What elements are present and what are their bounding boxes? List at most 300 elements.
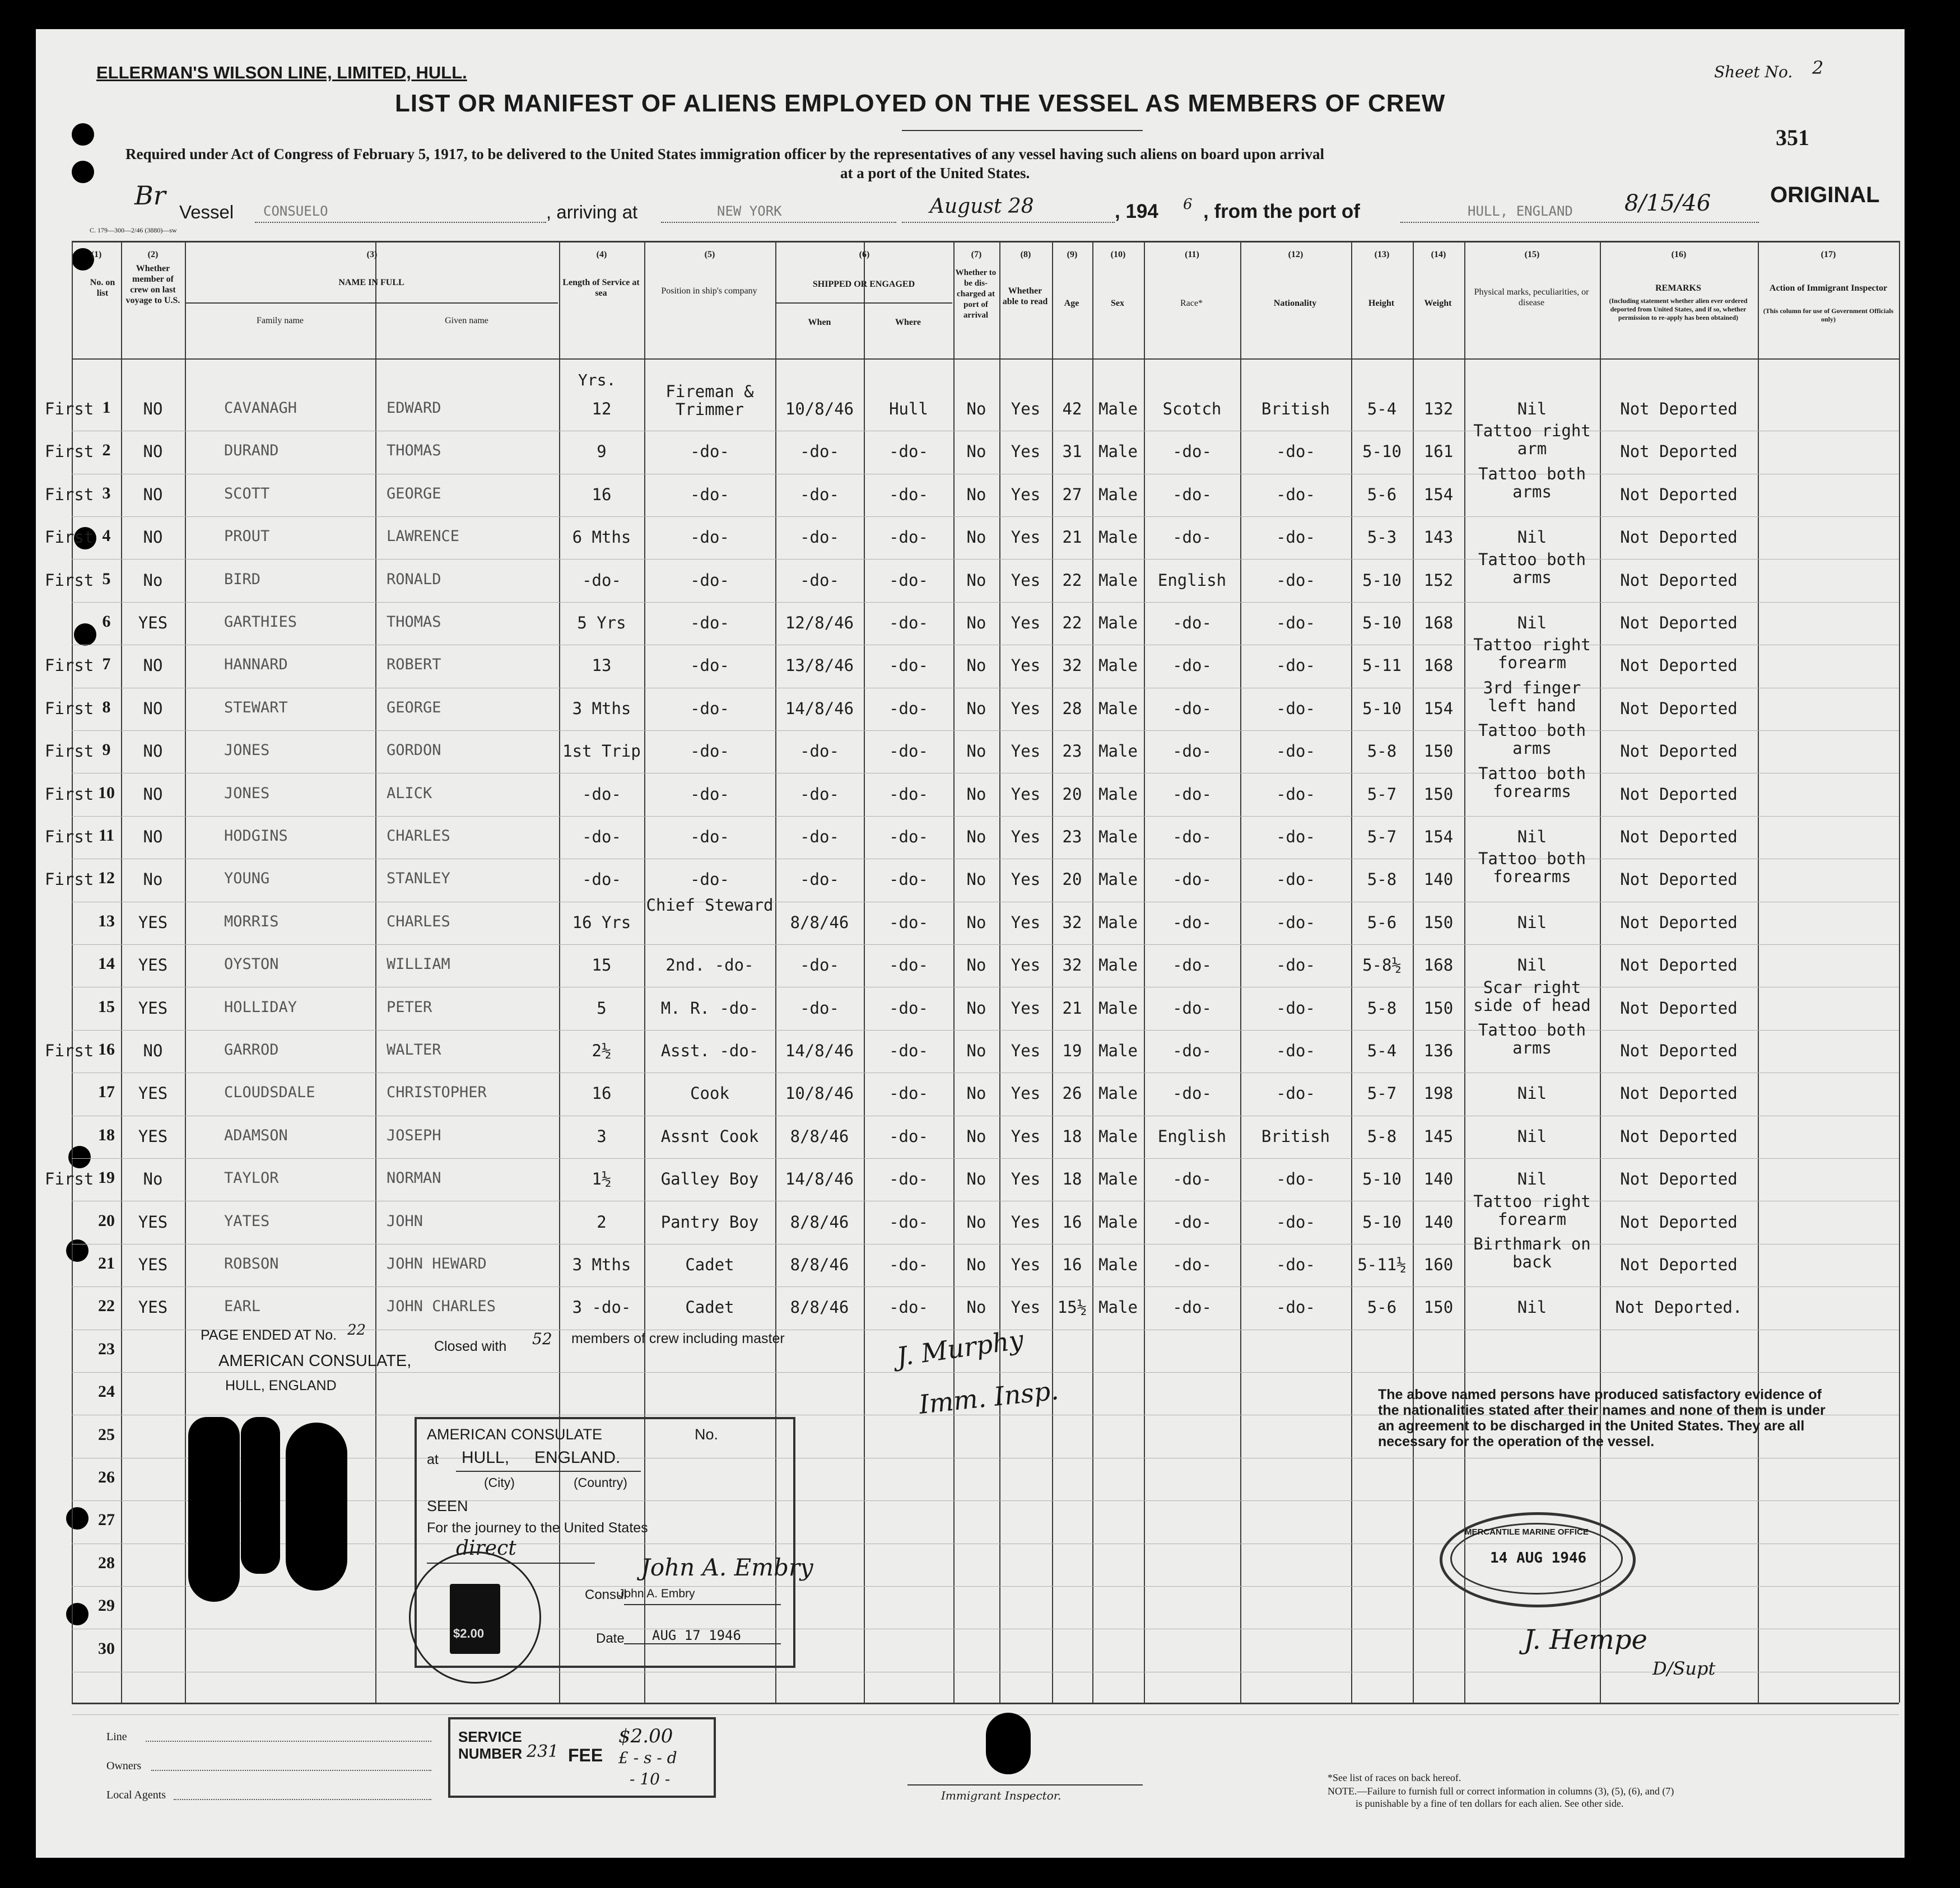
cell-length-service: 16 Yrs [572, 913, 631, 932]
arrival-date: August 28 [930, 195, 1034, 218]
cell-family-name: GARROD [224, 1041, 279, 1059]
cell-shipped-when: -do- [800, 571, 839, 590]
cell-height: 5-8 [1367, 742, 1397, 761]
column-rule [375, 241, 376, 1703]
row-rule [72, 730, 1899, 731]
cell-age: 20 [1062, 870, 1082, 889]
cell-given-name: NORMAN [387, 1169, 441, 1187]
punch-hole [66, 1603, 89, 1625]
cell-remarks: Not Deported [1620, 399, 1738, 418]
cell-physical-marks: 3rd finger left hand [1483, 678, 1581, 715]
cell-length-service: 5 Yrs [577, 613, 626, 632]
service-number-label: SERVICE NUMBER [458, 1728, 523, 1762]
cell-member-last-voyage: NO [143, 528, 163, 547]
cell-height: 5-8 [1367, 1127, 1397, 1146]
row-rule [72, 816, 1899, 817]
cell-height: 5-8 [1367, 999, 1397, 1018]
cell-shipped-when: -do- [800, 742, 839, 761]
row-number: 29 [98, 1596, 115, 1615]
cell-race: -do- [1172, 1041, 1212, 1060]
cell-nationality: -do- [1276, 485, 1315, 504]
fee-stamp-value: $2.00 [453, 1626, 485, 1640]
line-underline [146, 1741, 431, 1742]
cell-age: 42 [1062, 399, 1082, 418]
nationality-statement: The above named persons have produced satisfactory evidence of the nationalities stated after their names and none of them is under an agreement to be discharged in the United States. They are all necessary for the operation of the vessel. [1378, 1387, 1826, 1449]
cell-shipped-when: -do- [800, 999, 839, 1018]
stamp-country-label: (Country) [574, 1475, 627, 1490]
cell-height: 5-10 [1362, 613, 1402, 632]
inspector-title: Imm. Insp. [917, 1375, 1060, 1420]
cell-race: -do- [1172, 870, 1212, 889]
required-line-1: Required under Act of Congress of February 5, 1917, to be delivered to the United States immigration officer by the representatives of any vessel having such aliens on board upon arrival [125, 146, 1324, 162]
cell-length-service: 2½ [592, 1041, 612, 1060]
cell-length-service: 6 Mths [572, 528, 631, 547]
cell-age: 23 [1062, 827, 1082, 846]
cell-discharged: No [966, 399, 986, 418]
cell-physical-marks: Tattoo both arms [1478, 464, 1586, 501]
row-number: 14 [98, 954, 115, 973]
row-rule [72, 944, 1899, 945]
cell-able-to-read: Yes [1011, 955, 1041, 975]
cell-shipped-where: -do- [889, 1169, 928, 1188]
cell-height: 5-8½ [1362, 955, 1402, 975]
cell-shipped-when: 14/8/46 [785, 1041, 854, 1060]
header-given-name: Given name [445, 316, 488, 325]
cell-given-name: WALTER [387, 1041, 441, 1059]
header-action-sub: (This column for use of Government Officials only) [1763, 307, 1894, 323]
owners-underline [151, 1770, 431, 1771]
cell-position: -do- [690, 656, 729, 675]
header-race: Race* [1180, 299, 1203, 308]
name-subheader-rule [185, 302, 558, 304]
cell-sex: Male [1098, 870, 1138, 889]
cell-race: -do- [1172, 1213, 1212, 1232]
cell-age: 19 [1062, 1041, 1082, 1060]
stamp-date-rule [624, 1643, 781, 1644]
cell-shipped-when: 12/8/46 [785, 613, 854, 632]
column-number: (16) [1671, 250, 1687, 259]
cell-race: -do- [1172, 827, 1212, 846]
cell-able-to-read: Yes [1011, 1169, 1041, 1188]
cell-physical-marks: Nil [1517, 613, 1547, 632]
cell-position: Fireman & Trimmer [665, 382, 754, 419]
cell-weight: 198 [1423, 1084, 1454, 1103]
header-shipped: SHIPPED OR ENGAGED [812, 279, 915, 289]
cell-race: Scotch [1162, 399, 1222, 418]
cell-given-name: JOHN CHARLES [387, 1298, 496, 1315]
row-rule [72, 1714, 1899, 1715]
cell-length-service: -do- [582, 571, 621, 590]
cell-height: 5-10 [1362, 1213, 1402, 1232]
cell-race: -do- [1172, 742, 1212, 761]
cell-sex: Male [1098, 785, 1138, 804]
fee-pence: - 10 - [630, 1770, 671, 1788]
owners-label: Owners [106, 1760, 142, 1772]
row-rule [72, 1372, 1899, 1373]
cell-length-service: 1½ [592, 1169, 612, 1188]
cell-age: 32 [1062, 913, 1082, 932]
cell-given-name: EDWARD [387, 399, 441, 417]
cell-family-name: PROUT [224, 528, 270, 545]
cell-height: 5-4 [1367, 399, 1397, 418]
row-number: 21 [98, 1254, 115, 1272]
cell-nationality: -do- [1276, 1213, 1315, 1232]
cell-able-to-read: Yes [1011, 1298, 1041, 1317]
first-voyage-mark: First [45, 1169, 94, 1188]
cell-age: 16 [1062, 1213, 1082, 1232]
superintendent-signature: J. Hempe [1524, 1624, 1647, 1656]
header-length-service: Length of Service at sea [562, 278, 640, 298]
cell-remarks: Not Deported [1620, 699, 1738, 718]
cell-able-to-read: Yes [1011, 528, 1041, 547]
row-rule [72, 1030, 1899, 1031]
cell-position: -do- [690, 742, 729, 761]
cell-family-name: HODGINS [224, 827, 288, 845]
cell-member-last-voyage: NO [143, 399, 163, 418]
cell-age: 32 [1062, 955, 1082, 975]
header-remarks-sub: (Including statement whether alien ever ordered deported from United States, and if so, whether permission to re-apply has been obtained) [1609, 297, 1748, 321]
cell-position: -do- [690, 870, 729, 889]
cell-shipped-where: -do- [889, 571, 928, 590]
cell-remarks: Not Deported [1620, 442, 1738, 461]
cell-member-last-voyage: YES [138, 1213, 168, 1232]
from-date: 8/15/46 [1624, 190, 1711, 216]
cell-weight: 154 [1423, 699, 1454, 718]
cell-race: -do- [1172, 913, 1212, 932]
table-bottom-rule [72, 1703, 1899, 1704]
cell-position: -do- [690, 442, 729, 461]
cell-race: -do- [1172, 613, 1212, 632]
cell-race: -do- [1172, 656, 1212, 675]
cell-height: 5-7 [1367, 785, 1397, 804]
page-ended-label: PAGE ENDED AT No. [201, 1327, 337, 1343]
cell-given-name: JOHN HEWARD [387, 1255, 487, 1272]
cell-discharged: No [966, 656, 986, 675]
column-rule [185, 241, 186, 1703]
cell-remarks: Not Deported. [1615, 1298, 1743, 1317]
cell-member-last-voyage: YES [138, 1255, 168, 1274]
cell-race: -do- [1172, 528, 1212, 547]
cell-remarks: Not Deported [1620, 1127, 1738, 1146]
column-number: (2) [147, 250, 159, 259]
cell-age: 31 [1062, 442, 1082, 461]
from-label: , from the port of [1203, 201, 1360, 222]
cell-sex: Male [1098, 742, 1138, 761]
marine-office-stamp [1440, 1512, 1636, 1607]
cell-age: 23 [1062, 742, 1082, 761]
cell-discharged: No [966, 1298, 986, 1317]
cell-position: Cadet [685, 1298, 734, 1317]
cell-position: -do- [690, 571, 729, 590]
cell-length-service: 3 -do- [572, 1298, 631, 1317]
cell-remarks: Not Deported [1620, 571, 1738, 590]
cell-sex: Male [1098, 656, 1138, 675]
header-sex: Sex [1111, 299, 1124, 308]
cell-remarks: Not Deported [1620, 613, 1738, 632]
cell-family-name: BIRD [224, 571, 261, 588]
row-number: 30 [98, 1639, 115, 1658]
closed-suffix: members of crew including master [571, 1331, 785, 1346]
header-when: When [808, 318, 831, 327]
cell-age: 18 [1062, 1169, 1082, 1188]
cell-discharged: No [966, 571, 986, 590]
column-rule [1758, 241, 1759, 1703]
cell-sex: Male [1098, 485, 1138, 504]
stamp-country: ENGLAND. [534, 1448, 621, 1467]
cell-sex: Male [1098, 442, 1138, 461]
closed-count: 52 [532, 1330, 552, 1348]
cell-discharged: No [966, 955, 986, 975]
cell-physical-marks: Nil [1517, 1298, 1547, 1317]
stamp-consul-name: John A. Embry [618, 1587, 695, 1600]
cell-discharged: No [966, 442, 986, 461]
cell-physical-marks: Nil [1517, 1084, 1547, 1103]
inspector-signature: J. Murphy [895, 1324, 1026, 1372]
first-voyage-mark: First [45, 699, 94, 718]
cell-member-last-voyage: YES [138, 1298, 168, 1317]
cell-position: -do- [690, 528, 729, 547]
cell-family-name: HANNARD [224, 656, 288, 673]
first-voyage-mark: First [45, 1041, 94, 1060]
cell-position: Assnt Cook [660, 1127, 759, 1146]
row-number: 4 [102, 526, 111, 545]
cell-member-last-voyage: YES [138, 1127, 168, 1146]
row-number: 22 [98, 1297, 115, 1315]
cell-weight: 150 [1423, 999, 1454, 1018]
cell-member-last-voyage: No [143, 1169, 163, 1188]
punch-hole [72, 161, 94, 183]
cell-position: Chief Steward [646, 896, 774, 915]
cell-shipped-where: -do- [889, 528, 928, 547]
row-rule [72, 516, 1899, 517]
cell-sex: Male [1098, 1041, 1138, 1060]
stamp-direct: direct [456, 1537, 516, 1560]
cell-age: 16 [1062, 1255, 1082, 1274]
years-label: Yrs. [578, 371, 616, 389]
cell-family-name: ROBSON [224, 1255, 279, 1272]
cell-nationality: -do- [1276, 913, 1315, 932]
cell-shipped-where: -do- [889, 1213, 928, 1232]
cell-shipped-when: -do- [800, 870, 839, 889]
row-number: 27 [98, 1511, 115, 1529]
cell-length-service: -do- [582, 827, 621, 846]
superintendent-title: D/Supt [1652, 1658, 1716, 1679]
cell-length-service: -do- [582, 785, 621, 804]
row-number: 11 [98, 826, 115, 845]
cell-length-service: 2 [597, 1213, 607, 1232]
cell-given-name: STANLEY [387, 870, 450, 887]
cell-length-service: 5 [597, 999, 607, 1018]
header-weight: Weight [1424, 299, 1452, 308]
header-discharged: Whether to be dis-charged at port of arrival [955, 268, 997, 320]
header-action: Action of Immigrant Inspector [1769, 283, 1888, 293]
cell-member-last-voyage: YES [138, 1084, 168, 1103]
row-number: 20 [98, 1211, 115, 1230]
cell-age: 22 [1062, 613, 1082, 632]
column-number: (4) [596, 250, 607, 259]
cell-sex: Male [1098, 613, 1138, 632]
row-number: 2 [102, 441, 111, 459]
cell-member-last-voyage: NO [143, 442, 163, 461]
row-number: 19 [98, 1168, 115, 1187]
cell-shipped-where: -do- [889, 442, 928, 461]
row-number: 15 [98, 997, 115, 1016]
consulate-visa-stamp [415, 1417, 813, 1668]
row-rule [72, 559, 1899, 560]
cell-able-to-read: Yes [1011, 1213, 1041, 1232]
cell-weight: 168 [1423, 613, 1454, 632]
cell-height: 5-6 [1367, 1298, 1397, 1317]
cell-physical-marks: Tattoo both forearms [1478, 849, 1586, 886]
cell-nationality: -do- [1276, 1084, 1315, 1103]
row-number: 9 [102, 740, 111, 759]
cell-member-last-voyage: YES [138, 955, 168, 975]
row-number: 26 [98, 1468, 115, 1486]
row-number: 24 [98, 1382, 115, 1401]
cell-position: Asst. -do- [660, 1041, 759, 1060]
cell-length-service: 9 [597, 442, 607, 461]
first-voyage-mark: First [45, 742, 94, 761]
cell-able-to-read: Yes [1011, 1127, 1041, 1146]
cell-nationality: -do- [1276, 656, 1315, 675]
cell-sex: Male [1098, 571, 1138, 590]
cell-physical-marks: Nil [1517, 399, 1547, 418]
cell-member-last-voyage: NO [143, 742, 163, 761]
cell-length-service: 3 Mths [572, 699, 631, 718]
cell-family-name: GARTHIES [224, 613, 297, 631]
cell-member-last-voyage: NO [143, 699, 163, 718]
cell-able-to-read: Yes [1011, 399, 1041, 418]
cell-shipped-where: -do- [889, 1084, 928, 1103]
cell-member-last-voyage: No [143, 870, 163, 889]
cell-shipped-where: -do- [889, 999, 928, 1018]
cell-given-name: CHARLES [387, 827, 450, 845]
cell-weight: 136 [1423, 1041, 1454, 1060]
cell-member-last-voyage: YES [138, 613, 168, 632]
header-remarks: REMARKS [1655, 283, 1701, 293]
cell-discharged: No [966, 785, 986, 804]
cell-age: 32 [1062, 656, 1082, 675]
cell-weight: 140 [1423, 1213, 1454, 1232]
row-number: 23 [98, 1340, 115, 1358]
cell-family-name: YATES [224, 1213, 270, 1230]
table-header-rule [72, 358, 1899, 360]
vessel-label: Vessel [179, 202, 234, 222]
cell-height: 5-6 [1367, 485, 1397, 504]
cell-weight: 150 [1423, 742, 1454, 761]
fee-label: FEE [568, 1745, 603, 1765]
cell-shipped-where: -do- [889, 785, 928, 804]
header-nationality: Nationality [1273, 299, 1317, 308]
cell-shipped-where: -do- [889, 485, 928, 504]
cell-shipped-when: 10/8/46 [785, 1084, 854, 1103]
cell-shipped-where: Hull [889, 399, 928, 418]
row-number: 25 [98, 1425, 115, 1444]
punch-hole [72, 123, 94, 146]
cell-physical-marks: Tattoo both arms [1478, 1020, 1586, 1057]
sheet-number: 2 [1812, 57, 1824, 78]
cell-weight: 140 [1423, 1169, 1454, 1188]
cell-nationality: -do- [1276, 571, 1315, 590]
cell-sex: Male [1098, 955, 1138, 975]
cell-nationality: -do- [1276, 528, 1315, 547]
cell-given-name: THOMAS [387, 613, 441, 631]
row-number: 7 [102, 655, 111, 673]
arriving-underline [661, 222, 896, 223]
cell-length-service: 3 Mths [572, 1255, 631, 1274]
cell-sex: Male [1098, 1298, 1138, 1317]
cell-given-name: LAWRENCE [387, 528, 460, 545]
cell-shipped-where: -do- [889, 1127, 928, 1146]
cell-discharged: No [966, 1041, 986, 1060]
cell-discharged: No [966, 913, 986, 932]
cell-able-to-read: Yes [1011, 870, 1041, 889]
cell-family-name: CLOUDSDALE [224, 1084, 315, 1101]
cell-remarks: Not Deported [1620, 742, 1738, 761]
cell-remarks: Not Deported [1620, 785, 1738, 804]
cell-weight: 168 [1423, 955, 1454, 975]
first-voyage-mark: First [45, 528, 94, 547]
cell-discharged: No [966, 528, 986, 547]
column-number: (15) [1524, 250, 1540, 259]
column-number: (13) [1374, 250, 1390, 259]
row-number: 3 [102, 484, 111, 502]
cell-remarks: Not Deported [1620, 1169, 1738, 1188]
cell-shipped-where: -do- [889, 656, 928, 675]
row-number: 17 [98, 1083, 115, 1101]
cell-race: -do- [1172, 1169, 1212, 1188]
page-title: LIST OR MANIFEST OF ALIENS EMPLOYED ON THE VESSEL AS MEMBERS OF CREW [395, 90, 1446, 117]
cell-able-to-read: Yes [1011, 913, 1041, 932]
from-port: HULL, ENGLAND [1468, 203, 1573, 219]
cell-given-name: GEORGE [387, 699, 441, 716]
cell-weight: 154 [1423, 827, 1454, 846]
cell-nationality: -do- [1276, 699, 1315, 718]
cell-able-to-read: Yes [1011, 827, 1041, 846]
cell-remarks: Not Deported [1620, 485, 1738, 504]
cell-member-last-voyage: NO [143, 827, 163, 846]
cell-position: Cadet [685, 1255, 734, 1274]
punch-hole [66, 1239, 89, 1262]
cell-height: 5-6 [1367, 913, 1397, 932]
cell-able-to-read: Yes [1011, 442, 1041, 461]
header-no-on-list: No. on list [90, 278, 115, 298]
cell-race: English [1157, 571, 1227, 590]
cell-physical-marks: Scar right side of head [1473, 978, 1591, 1015]
cell-nationality: -do- [1276, 1169, 1315, 1188]
cell-given-name: ROBERT [387, 656, 441, 673]
cell-height: 5-8 [1367, 870, 1397, 889]
from-underline [1400, 222, 1759, 223]
fee-lsd: £ - s - d [618, 1749, 677, 1767]
stamp-city-rule [456, 1471, 641, 1472]
cell-member-last-voyage: NO [143, 656, 163, 675]
cell-weight: 150 [1423, 913, 1454, 932]
sheet-label: Sheet No. [1714, 63, 1793, 81]
cell-physical-marks: Tattoo right forearm [1473, 635, 1591, 672]
first-voyage-mark: First [45, 870, 94, 889]
row-number: 1 [102, 398, 111, 417]
cell-remarks: Not Deported [1620, 955, 1738, 975]
cell-given-name: PETER [387, 999, 432, 1016]
cell-family-name: JONES [224, 742, 270, 759]
cell-shipped-when: -do- [800, 485, 839, 504]
cell-given-name: RONALD [387, 571, 441, 588]
cell-able-to-read: Yes [1011, 571, 1041, 590]
consulate-line-2: HULL, ENGLAND [225, 1378, 337, 1393]
cell-shipped-when: 8/8/46 [790, 1213, 849, 1232]
cell-able-to-read: Yes [1011, 742, 1041, 761]
